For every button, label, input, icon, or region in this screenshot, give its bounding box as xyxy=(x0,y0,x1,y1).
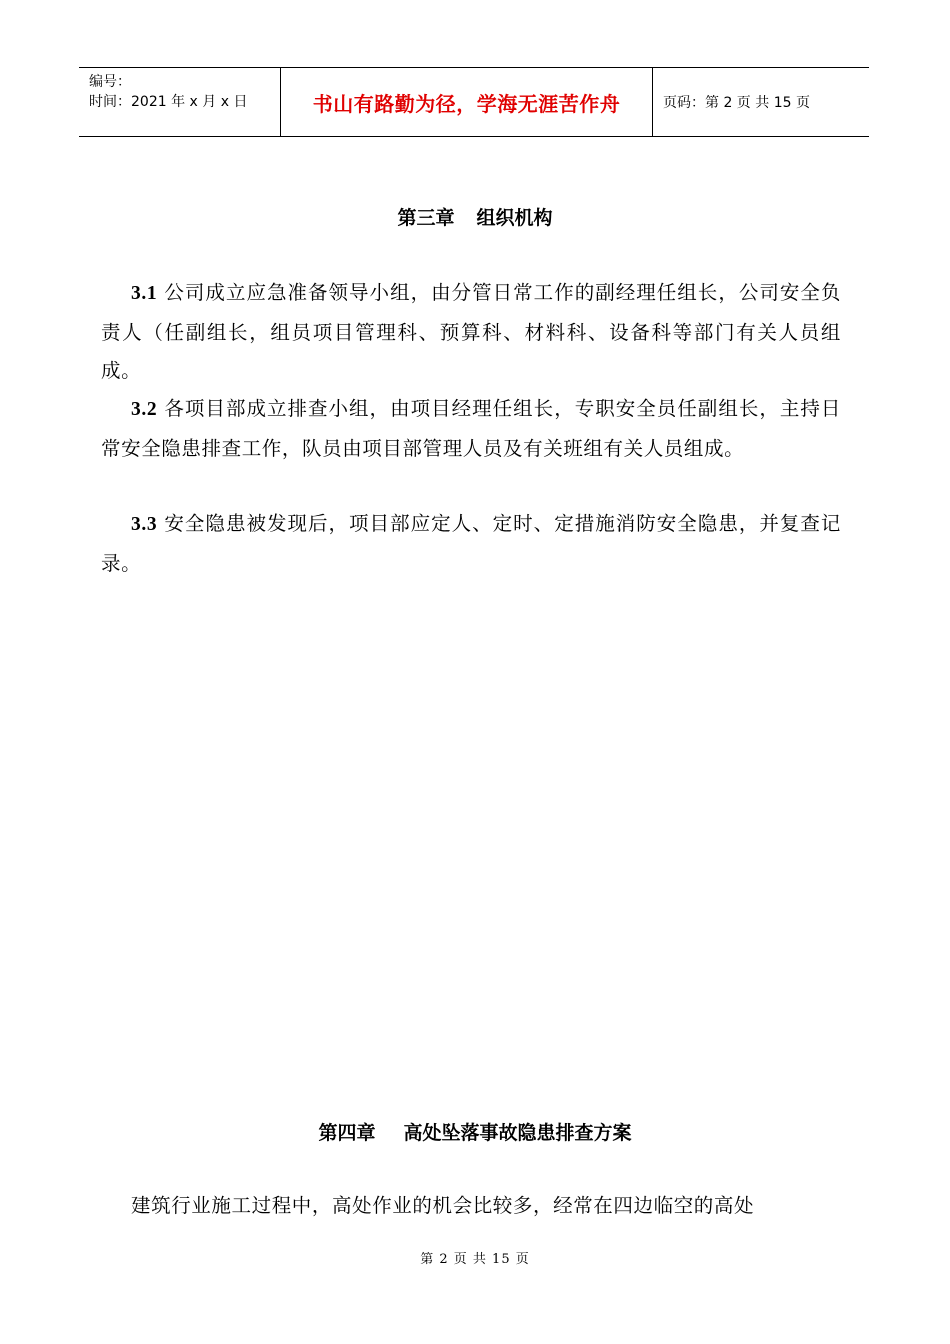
header-page-info: 页码：第 2 页 共 15 页 xyxy=(663,95,810,111)
chapter-3-heading xyxy=(0,203,950,230)
header-motto-cell xyxy=(280,68,653,136)
chapter-3-title: 组织机构 xyxy=(476,207,553,229)
chapter-4-number: 第四章 xyxy=(318,1122,376,1144)
document-header xyxy=(79,67,869,137)
chapter-4-title: 高处坠落事故隐患排查方案 xyxy=(403,1122,632,1144)
clause-text: 安全隐患被发现后，项目部应定人、定时、定措施消防安全隐患，并复查记录。 xyxy=(101,512,841,575)
chapter-4-intro-paragraph xyxy=(101,1187,841,1226)
document-date-label: 时间：2021 年 x 月 x 日 xyxy=(89,94,248,110)
paragraph-3-2 xyxy=(101,390,841,468)
clause-text: 各项目部成立排查小组，由项目经理任组长，专职安全员任副组长，主持日常安全隐患排查工作，队员由项目部管理人员及有关班组有关人员组成。 xyxy=(101,397,841,460)
clause-number: 3.2 xyxy=(131,399,158,420)
clause-text: 公司成立应急准备领导小组，由分管日常工作的副经理任组长，公司安全负责人（任副组长，组员项目管理科、预算科、材料科、设备科等部门有关人员组成。 xyxy=(101,281,841,382)
clause-number: 3.1 xyxy=(131,283,158,304)
paragraph-3-1 xyxy=(101,274,841,391)
header-motto: 书山有路勤为径，学海无涯苦作舟 xyxy=(312,91,621,116)
header-page-info-cell xyxy=(653,68,869,136)
clause-number: 3.3 xyxy=(131,514,158,535)
document-number-label: 编号： xyxy=(89,74,131,90)
paragraph-3-3 xyxy=(101,505,841,583)
header-meta xyxy=(79,68,280,136)
chapter-4-heading xyxy=(0,1118,950,1145)
intro-text: 建筑行业施工过程中，高处作业的机会比较多，经常在四边临空的高处 xyxy=(131,1194,755,1217)
page-footer: 第 2 页 共 15 页 xyxy=(420,1252,530,1267)
chapter-3-number: 第三章 xyxy=(397,207,455,229)
